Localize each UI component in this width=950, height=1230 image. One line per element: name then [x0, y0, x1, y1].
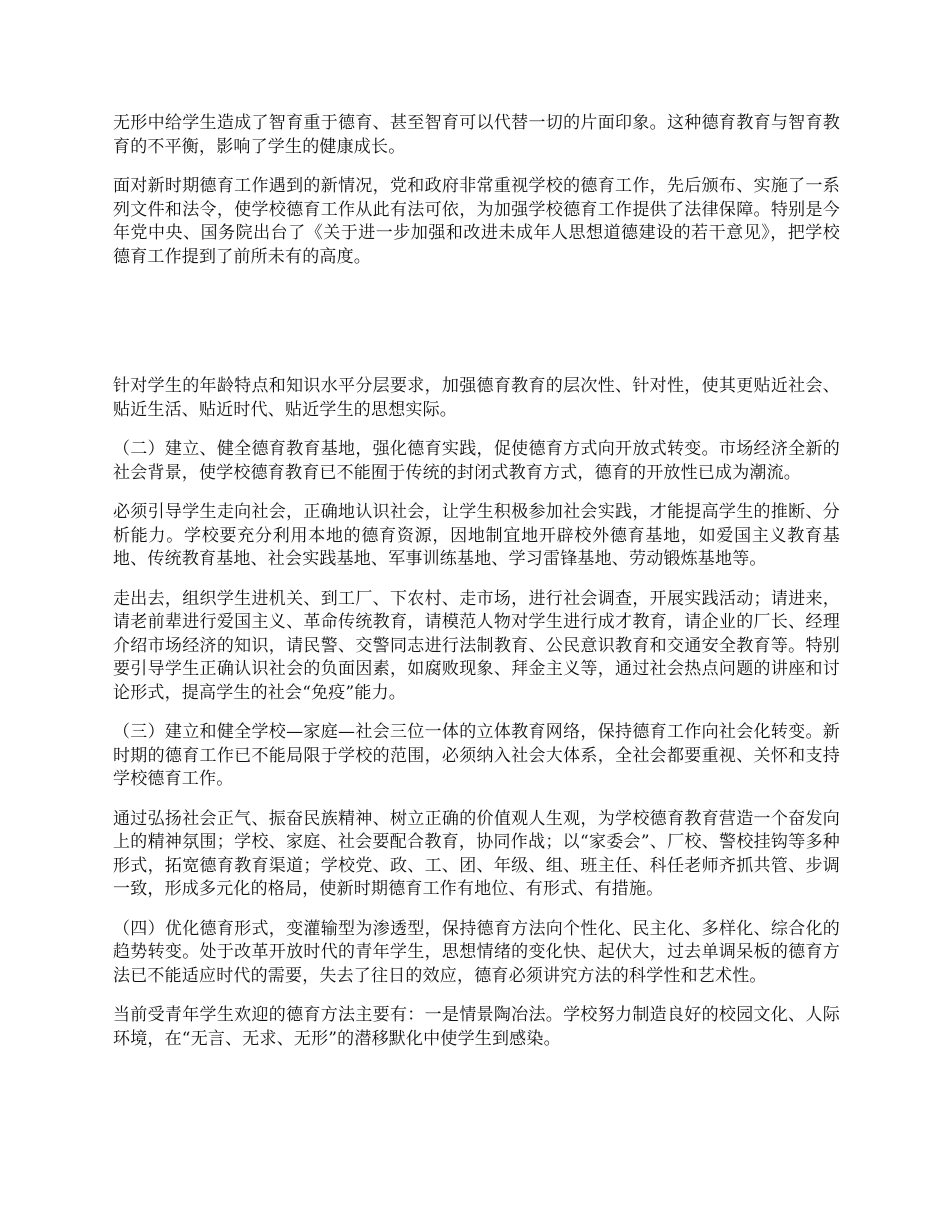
paragraph: 走出去，组织学生进机关、到工厂、下农村、走市场，进行社会调查，开展实践活动；请进来，请老前辈进行爱国主义、革命传统教育，请模范人物对学生进行成才教育，请企业的厂长、经理介绍市场经济的知识，请民警、交警同志进行法制教育、公民意识教育和交通安全教育等。特别要引导学生正确认识社会的负面因素，如腐败现象、拜金主义等，通过社会热点问题的讲座和讨论形式，提高学生的社会“免疫”能力。: [113, 588, 840, 703]
main-text-block: [113, 375, 840, 1067]
paragraph: 当前受青年学生欢迎的德育方法主要有：一是情景陶冶法。学校努力制造良好的校园文化、人际环境，在“无言、无求、无形”的潜移默化中使学生到感染。: [113, 1005, 840, 1049]
paragraph: 无形中给学生造成了智育重于德育、甚至智育可以代替一切的片面印象。这种德育教育与智育教育的不平衡，影响了学生的健康成长。: [113, 113, 840, 157]
paragraph: 面对新时期德育工作遇到的新情况，党和政府非常重视学校的德育工作，先后颁布、实施了一系列文件和法令，使学校德育工作从此有法可依，为加强学校德育工作提供了法律保障。特别是今年党中央、国务院出台了《关于进一步加强和改进未成年人思想道德建设的若干意见》，把学校德育工作提到了前所未有的高度。: [113, 176, 840, 267]
paragraph: 必须引导学生走向社会，正确地认识社会，让学生积极参加社会实践，才能提高学生的推断、分析能力。学校要充分利用本地的德育资源，因地制宜地开辟校外德育基地，如爱国主义教育基地、传统教育基地、社会实践基地、军事训练基地、学习雷锋基地、劳动锻炼基地等。: [113, 502, 840, 569]
paragraph: （四）优化德育形式，变灌输型为渗透型，保持德育方法向个性化、民主化、多样化、综合化的趋势转变。处于改革开放时代的青年学生，思想情绪的变化快、起伏大，过去单调呆板的德育方法已不能适应时代的需要，失去了往日的效应，德育必须讲究方法的科学性和艺术性。: [113, 918, 840, 986]
paragraph: （三）建立和健全学校—家庭—社会三位一体的立体教育网络，保持德育工作向社会化转变。新时期的德育工作已不能局限于学校的范围，必须纳入社会大体系，全社会都要重视、关怀和支持学校德育工作。: [113, 722, 840, 789]
paragraph: （二）建立、健全德育教育基地，强化德育实践，促使德育方式向开放式转变。市场经济全新的社会背景，使学校德育教育已不能囿于传统的封闭式教育方式，德育的开放性已成为潮流。: [113, 439, 840, 483]
top-text-block: [113, 112, 840, 285]
paragraph: 通过弘扬社会正气、振奋民族精神、树立正确的价值观人生观，为学校德育教育营造一个奋发向上的精神氛围；学校、家庭、社会要配合教育，协同作战；以“家委会”、厂校、警校挂钩等多种形式，拓宽德育教育渠道；学校党、政、工、团、年级、组、班主任、科任老师齐抓共管、步调一致，形成多元化的格局，使新时期德育工作有地位、有形式、有措施。: [113, 808, 840, 899]
paragraph: 针对学生的年龄特点和知识水平分层要求，加强德育教育的层次性、针对性，使其更贴近社会、贴近生活、贴近时代、贴近学生的思想实际。: [113, 376, 840, 420]
